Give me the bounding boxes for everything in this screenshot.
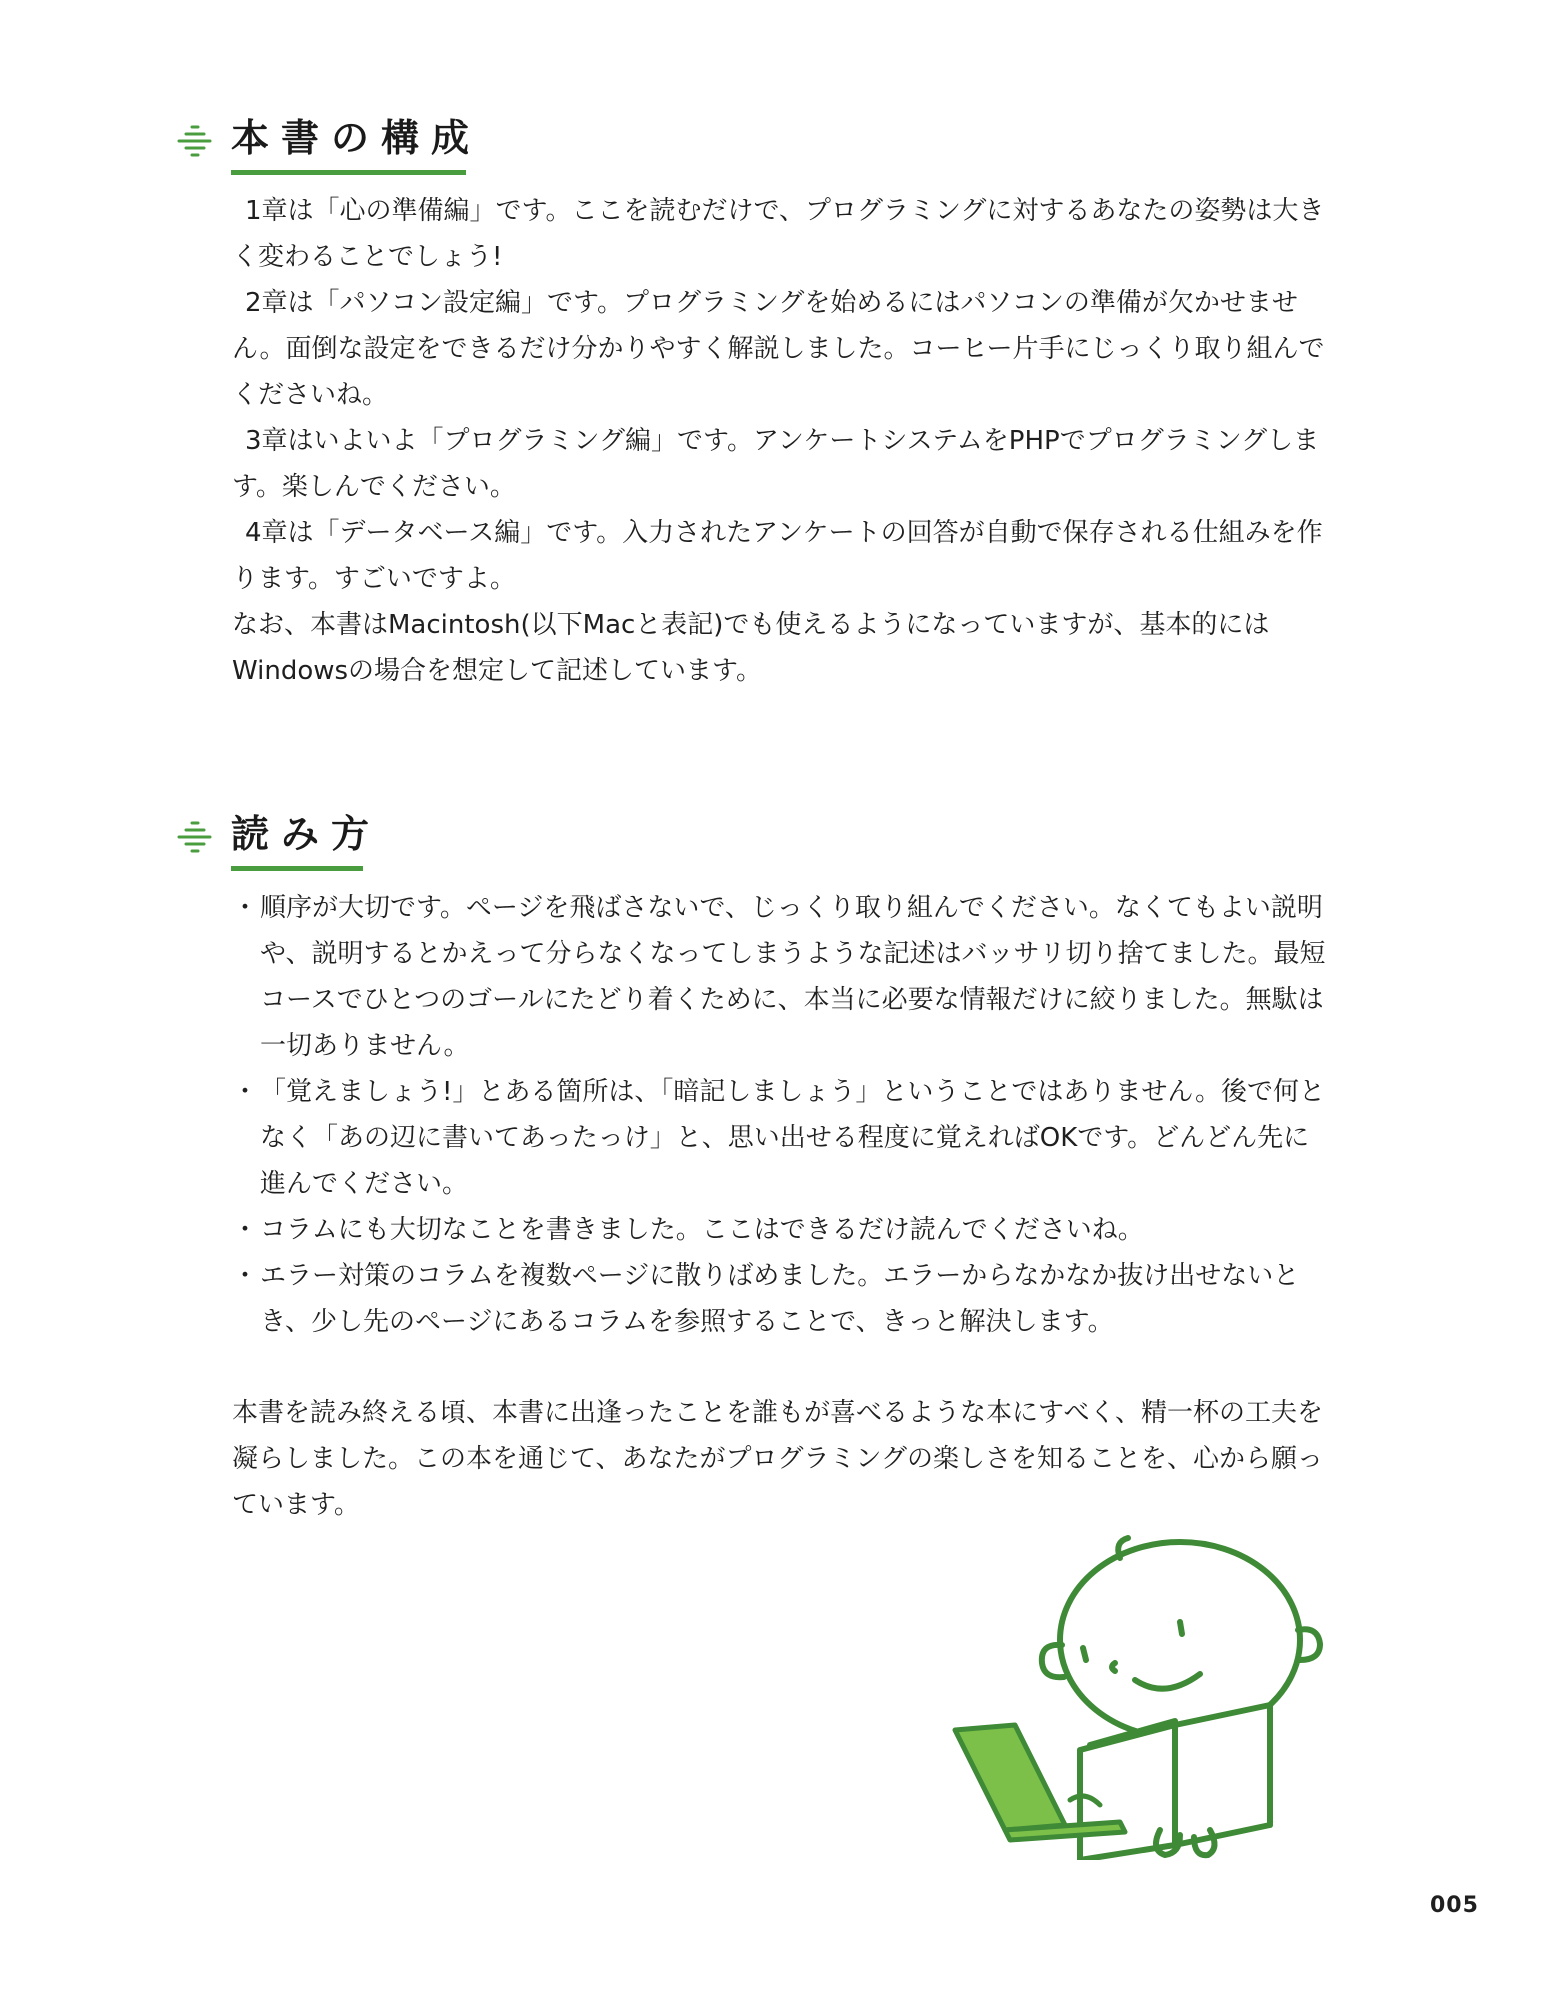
list-item: ・ コラムにも大切なことを書きました。ここはできるだけ読んでくださいね。 [232, 1207, 1332, 1253]
paragraph: なお、本書はMacintosh(以下Macと表記)でも使えるようになっていますが、基本的にはWindowsの場合を想定して記述しています。 [232, 610, 1270, 686]
paragraph: 1章は「心の準備編」です。ここを読むだけで、プログラミングに対するあなたの姿勢は大きく変わることでしょう! [232, 196, 1325, 272]
list-item: ・ エラー対策のコラムを複数ページに散りばめました。エラーからなかなか抜け出せないとき、少し先のページにあるコラムを参照することで、きっと解決します。 [232, 1253, 1332, 1345]
list-item: ・ 順序が大切です。ページを飛ばさないで、じっくり取り組んでください。なくてもよい説明や、説明するとかえって分らなくなってしまうような記述はバッサリ切り捨てました。最短コースでひとつのゴールにたどり着くために、本当に必要な情報だけに絞りました。無駄は一切ありません。 [232, 885, 1332, 1069]
section-title: 本書の構成 [231, 116, 482, 160]
section-mark-icon [176, 124, 212, 158]
list-item: ・ 「覚えましょう!」とある箇所は、「暗記しましょう」ということではありません。後で何となく「あの辺に書いてあったっけ」と、思い出せる程度に覚えればOKです。どんどん先に進んでください。 [232, 1069, 1332, 1207]
section-title: 読み方 [231, 812, 382, 856]
title-underline [231, 170, 466, 175]
page-number: 005 [1430, 1893, 1479, 1918]
structure-body [232, 188, 1332, 694]
how-to-read-list [232, 885, 1332, 1345]
closing-paragraph: 本書を読み終える頃、本書に出逢ったことを誰もが喜べるような本にすべく、精一杯の工夫を凝らしました。この本を通じて、あなたがプログラミングの楽しさを知ることを、心から願っています。 [232, 1398, 1323, 1520]
paragraph: 3章はいよいよ「プログラミング編」です。アンケートシステムをPHPでプログラミングします。楽しんでください。 [232, 426, 1320, 502]
title-underline [231, 866, 363, 871]
section-mark-icon [176, 820, 212, 854]
paragraph: 4章は「データベース編」です。入力されたアンケートの回答が自動で保存される仕組みを作ります。すごいですよ。 [232, 518, 1323, 594]
paragraph: 2章は「パソコン設定編」です。プログラミングを始めるにはパソコンの準備が欠かせません。面倒な設定をできるだけ分かりやすく解説しました。コーヒー片手にじっくり取り組んでくださいね。 [232, 288, 1325, 410]
reading-boy-illustration [950, 1530, 1340, 1860]
